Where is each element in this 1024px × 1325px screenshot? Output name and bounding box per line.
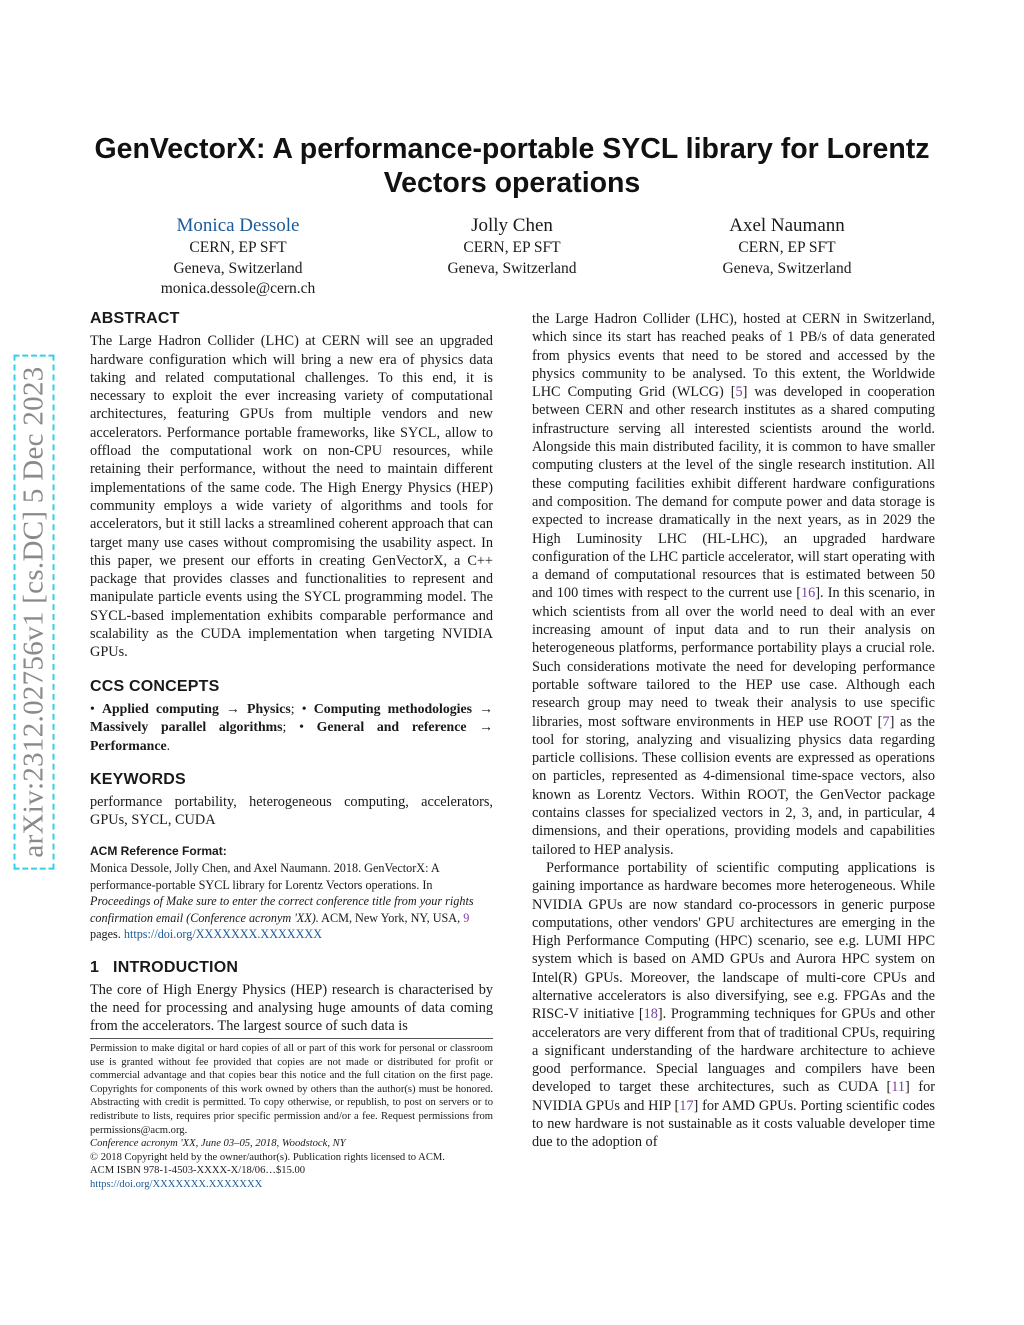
ccs-heading: CCS CONCEPTS xyxy=(90,677,220,695)
author-location: Geneva, Switzerland xyxy=(173,259,303,277)
page-count-link[interactable]: 9 xyxy=(463,910,470,925)
permission-notice: Permission to make digital or hard copies of all or part of this work for personal or classroom use is granted without fee provided that copies are not made or distributed for profit or commercial advantage and that copies bear this notice and the full citation on the first page. Copyrights for components of this work owned by others than the author(s) must be honored. Abstracting with credit is permitted. To copy otherwise, or republish, to post on servers or to redistribute to lists, requires prior specific permission and/or a fee. Request permissions from permissions@acm.org. xyxy=(90,1043,493,1136)
footnote-doi-link[interactable]: https://doi.org/XXXXXXX.XXXXXXX xyxy=(90,1178,263,1190)
intro-paragraph: Performance portability of scientific computing applications is gaining importance as hardware becomes more heterogeneous. While NVIDIA GPUs are now standard co-processors in generic purpose computations, other vendors' GPU architectures are emerging in the High Performance Computing (HPC) scenario, see e.g. LUMI HPC system which is based on AMD GPUs and Aurora HPC system on Intel(R) GPUs. Moreover, the landscape of multi-core CPUs and alternative accelerators is also diversifying, see e.g. FPGAs and the RISC-V initiative [18]. Programming techniques for GPUs and other accelerators are very different from that of traditional CPUs, requiring a significant understanding of the hardware architecture to achieve good performance. Special languages and compilers have been developed to target these architectures, such as CUDA [11] for NVIDIA GPUs and HIP [17] for AMD GPUs. Porting scientific codes to new hardware is not sustainable as it costs valuable developer time due to the adoption of xyxy=(532,859,936,1151)
author-location: Geneva, Switzerland xyxy=(722,259,852,277)
citation-link[interactable]: 18 xyxy=(643,1006,658,1023)
ccs-concepts: • Applied computing → Physics; • Computing methodologies → Massively parallel algorithms; • General and reference → Performance. xyxy=(90,700,493,753)
citation-link[interactable]: 7 xyxy=(882,713,890,730)
author-block xyxy=(657,214,917,279)
arxiv-stamp-text: arXiv:2312.02756v1 [cs.DC] 5 Dec 2023 xyxy=(14,354,55,869)
right-column xyxy=(532,310,935,1152)
author-name-link[interactable]: Monica Dessole xyxy=(176,215,300,236)
keywords-heading: KEYWORDS xyxy=(90,770,186,788)
author-name: Axel Naumann xyxy=(729,215,845,236)
conference-info: Conference acronym 'XX, June 03–05, 2018, Woodstock, NY xyxy=(90,1138,346,1150)
isbn-line: ACM ISBN 978-1-4503-XXXX-X/18/06…$15.00 xyxy=(90,1165,306,1177)
citation-link[interactable]: 5 xyxy=(735,384,743,401)
copyright-footnote xyxy=(90,1038,493,1192)
copyright-line: © 2018 Copyright held by the owner/author(s). Publication rights licensed to ACM. xyxy=(90,1151,445,1163)
citation-link[interactable]: 11 xyxy=(891,1079,905,1096)
author-affiliation: CERN, EP SFT xyxy=(463,239,561,256)
author-affiliation: CERN, EP SFT xyxy=(738,239,836,256)
doi-link[interactable]: https://doi.org/XXXXXXX.XXXXXXX xyxy=(123,927,323,942)
author-block xyxy=(108,214,368,300)
section-heading-introduction: 1 INTRODUCTION xyxy=(90,958,239,976)
keywords-text: performance portability, heterogeneous computing, accelerators, GPUs, SYCL, CUDA xyxy=(90,794,493,829)
intro-paragraph-start: The core of High Energy Physics (HEP) research is characterised by the need for processing and analysing huge amounts of data coming from the accelerators. The largest source of such data is xyxy=(90,981,493,1035)
author-location: Geneva, Switzerland xyxy=(447,259,577,277)
acm-reference-heading: ACM Reference Format: xyxy=(90,843,227,858)
intro-paragraph: the Large Hadron Collider (LHC), hosted at CERN in Switzerland, which since its start has reached peaks of 1 PB/s of data generated from physics events that need to be stored and accessed by the physics community to be analysed. To this extent, the Worldwide LHC Computing Grid (WLCG) [5] was developed in cooperation between CERN and other research institutes as a shared computing infrastructure serving all interested scientists around the world. Alongside this main distributed facility, it is common to have smaller computing clusters at the level of the single research institution. All these computing facilities exhibit different hardware configurations and composition. The demand for compute power and data storage is expected to increase dramatically in the next years, as in 2029 the High Luminosity LHC (HL-LHC), an upgraded hardware configuration of the LHC particle accelerator, will start operating with a demand of computational resources that is estimated between 50 and 100 times with respect to the current use [16]. In this scenario, in which scientists from all over the world need to deal with an ever increasing amount of input data and to run their analysis on heterogeneous platforms, performance portability plays a crucial role. Such considerations motivate the need for developing performance portable software tailored to the HEP use case. Although each research group may need to tweak their analysis to use specific libraries, most software environments in HEP use ROOT [7] as the tool for storing, analyzing and visualizing physics data regarding particle collisions. These collision events are expressed as operations on particles, represented as 4-dimensional time-space vectors, also known as Lorentz Vectors. Within ROOT, the GenVector package contains classes for specialized vectors in 2, 3, and, in particular, 4 dimensions, and their operations, providing models and capabilities tailored to HEP analysis. xyxy=(532,311,935,858)
arxiv-stamp xyxy=(10,320,58,904)
abstract-text: The Large Hadron Collider (LHC) at CERN will see an upgraded hardware configuration which will bring a new era of physics data taking and related computational challenges. To this end, it is necessary to exploit the ever increasing variety of computational architectures, featuring GPUs from multiple vendors and new accelerators. Performance portable frameworks, like SYCL, allow to offload the computational work on non-CPU resources, while retaining their performance, without the need to maintain different implementations of the same code. The High Energy Physics (HEP) community employs a wide variety of algorithms and tools for accelerators, but it still lacks a streamlined coherent approach that can target many use cases without compromising the usability aspect. In this paper, we present our efforts in creating GenVectorX, a C++ package that provides classes and functionalities to represent and manipulate particle events using the SYCL programming model. The SYCL-based implementation exhibits comparable performance and scalability as the CUDA implementation when targeting NVIDIA GPUs. xyxy=(90,333,493,661)
author-affiliation: CERN, EP SFT xyxy=(189,239,287,256)
author-email: monica.dessole@cern.ch xyxy=(160,280,316,297)
abstract-heading: ABSTRACT xyxy=(90,310,180,327)
paper-title: GenVectorX: A performance-portable SYCL library for Lorentz Vectors operations xyxy=(94,133,930,199)
author-name: Jolly Chen xyxy=(471,215,553,236)
left-column xyxy=(90,310,493,1036)
acm-reference-text: Monica Dessole, Jolly Chen, and Axel Naumann. 2018. GenVectorX: A performance-portable SYCL library for Lorentz Vectors operations. In Proceedings of Make sure to enter the correct conference title from your rights confirmation email (Conference acronym 'XX). ACM, New York, NY, USA, 9 pages. https://doi.org/XXXXXXX.XXXXXXX xyxy=(90,861,474,942)
citation-link[interactable]: 16 xyxy=(800,585,816,602)
citation-link[interactable]: 17 xyxy=(679,1097,694,1114)
author-block xyxy=(382,214,642,279)
